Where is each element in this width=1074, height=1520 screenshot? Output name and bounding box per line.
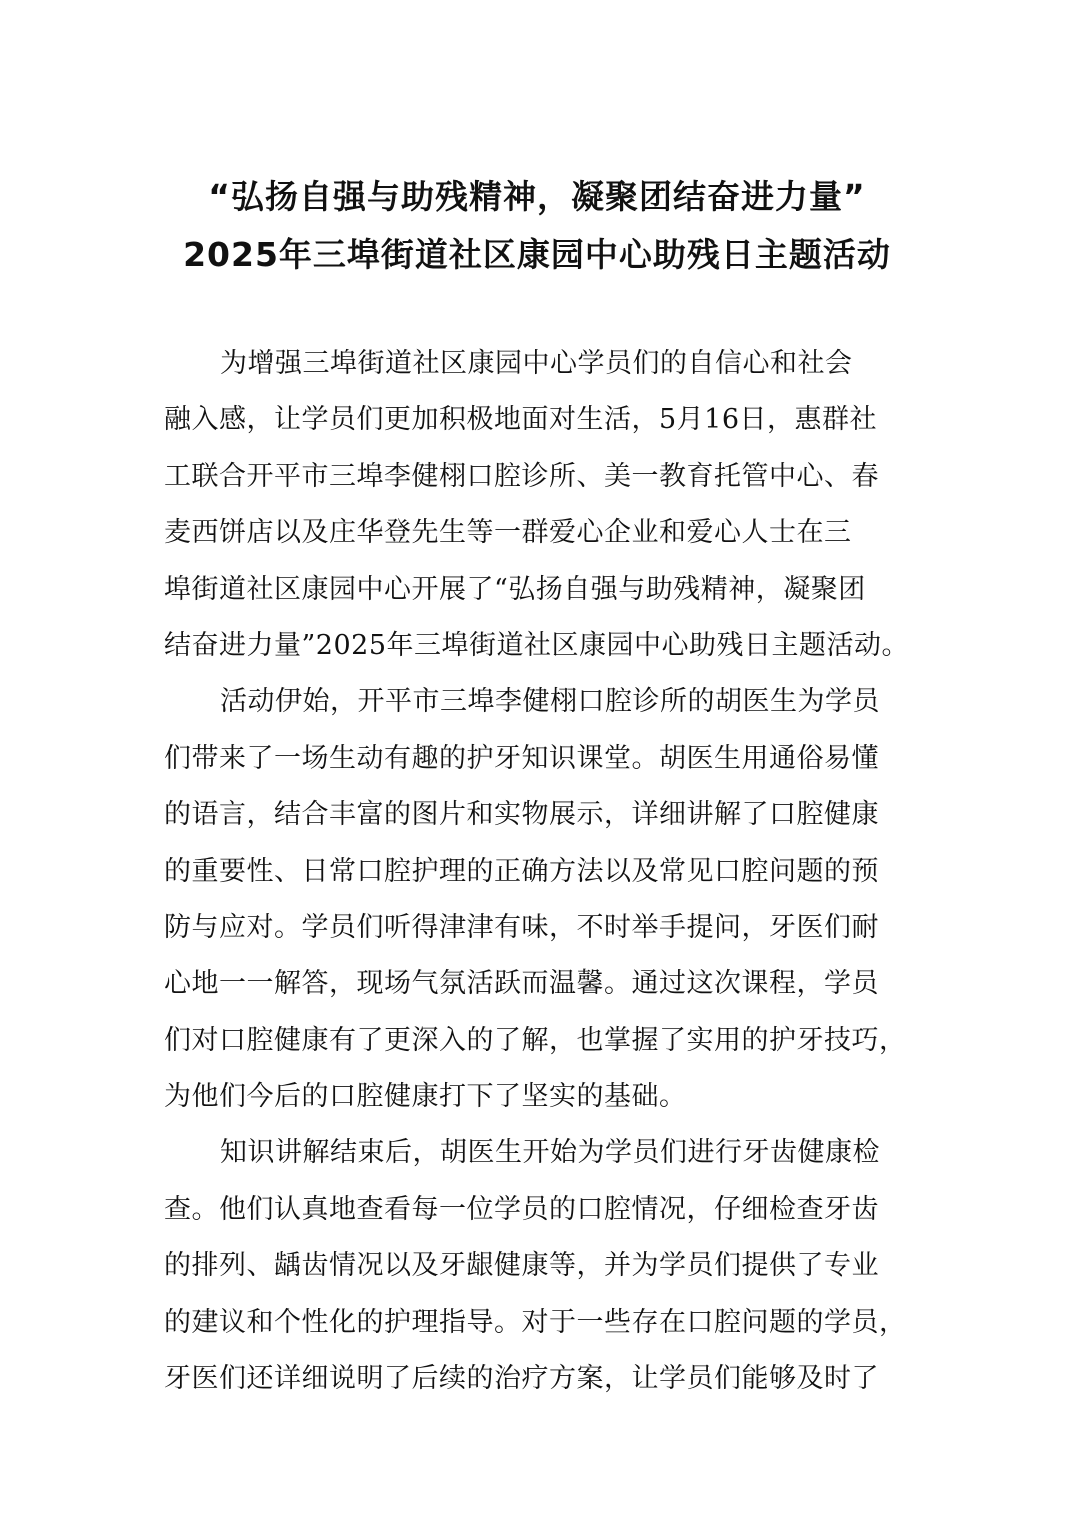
paragraph-3-line-5: 牙医们还详细说明了后续的治疗方案，让学员们能够及时了	[164, 1363, 879, 1395]
paragraph-1-line-4: 麦西饼店以及庄华登先生等一群爱心企业和爱心人士在三	[164, 517, 852, 549]
document-body	[164, 336, 924, 1407]
document-title	[0, 168, 1074, 284]
paragraph-3-line-4: 的建议和个性化的护理指导。对于一些存在口腔问题的学员，	[164, 1306, 907, 1338]
paragraph-2-line-7: 们对口腔健康有了更深入的了解，也掌握了实用的护牙技巧，	[164, 1024, 907, 1056]
paragraph-1-line-3: 工联合开平市三埠李健栩口腔诊所、美一教育托管中心、春	[164, 460, 879, 492]
paragraph-1-line-5: 埠街道社区康园中心开展了“弘扬自强与助残精神，凝聚团	[164, 573, 866, 605]
title-line-2: 2025年三埠街道社区康园中心助残日主题活动	[183, 235, 891, 274]
paragraph-3-line-1: 知识讲解结束后，胡医生开始为学员们进行牙齿健康检	[220, 1137, 880, 1169]
paragraph-2-line-6: 心地一一解答，现场气氛活跃而温馨。通过这次课程，学员	[164, 968, 879, 1000]
paragraph-2-line-8: 为他们今后的口腔健康打下了坚实的基础。	[164, 1081, 687, 1113]
paragraph-3-line-2: 查。他们认真地查看每一位学员的口腔情况，仔细检查牙齿	[164, 1193, 879, 1225]
paragraph-2-line-3: 的语言，结合丰富的图片和实物展示，详细讲解了口腔健康	[164, 799, 879, 831]
paragraph-1-line-1: 为增强三埠街道社区康园中心学员们的自信心和社会	[220, 348, 853, 379]
paragraph-1-line-6: 结奋进力量”2025年三埠街道社区康园中心助残日主题活动。	[164, 629, 910, 661]
paragraph-2-line-4: 的重要性、日常口腔护理的正确方法以及常见口腔问题的预	[164, 855, 879, 887]
paragraph-2-line-2: 们带来了一场生动有趣的护牙知识课堂。胡医生用通俗易懂	[164, 742, 879, 774]
title-line-1: “弘扬自强与助残精神，凝聚团结奋进力量”	[208, 177, 866, 216]
paragraph-1-line-2: 融入感，让学员们更加积极地面对生活，5月16日，惠群社	[164, 404, 878, 436]
paragraph-2-line-5: 防与应对。学员们听得津津有味，不时举手提问，牙医们耐	[164, 911, 879, 943]
paragraph-2-line-1: 活动伊始，开平市三埠李健栩口腔诊所的胡医生为学员	[220, 686, 880, 718]
paragraph-3-line-3: 的排列、龋齿情况以及牙龈健康等，并为学员们提供了专业	[164, 1250, 879, 1282]
